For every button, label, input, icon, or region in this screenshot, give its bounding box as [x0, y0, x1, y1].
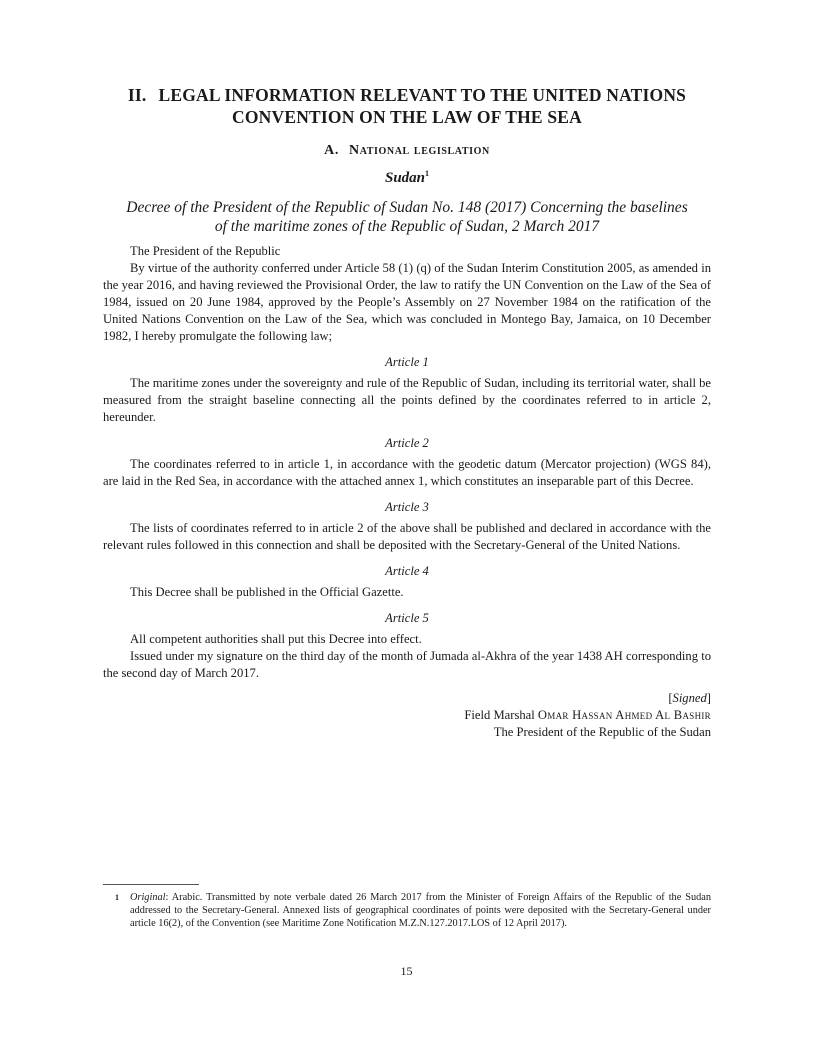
footnote-divider [103, 884, 199, 885]
preamble-line: The President of the Republic [130, 244, 281, 258]
signatory-rank: Field Marshal [464, 708, 535, 722]
footnote-text [130, 891, 711, 931]
footnote-body: : Arabic. Transmitted by note verbale dated 26 March 2017 from the Minister of Foreign Affairs of the Republic of the Sudan addressed to the Secretary-General. Annexed lists of geographical coordinates of points were deposited with the Secretary-General under article 16(2), of the Convention (see Maritime Zone Notification M.Z.N.127.2017.LOS of 12 April 2017). [130, 892, 711, 930]
footnote-reference: 1 [425, 169, 430, 178]
article-heading: Article 3 [385, 500, 429, 514]
section-letter: A. [324, 143, 339, 158]
decree-title: Decree of the President of the Republic of Sudan No. 148 (2017) Concerning the baselines of the maritime zones of the Republic of Sudan, 2 March 2017 [126, 199, 688, 235]
signatory-line [103, 707, 711, 724]
article-text: The coordinates referred to in article 1, in accordance with the geodetic datum (Mercator projection) (WGS 84), are laid in the Red Sea, in accordance with the attached annex 1, which constitutes an inseparable part of this Decree. [103, 457, 711, 488]
page-number: 15 [400, 964, 413, 978]
part-title-text: LEGAL INFORMATION RELEVANT TO THE UNITED NATIONS CONVENTION ON THE LAW OF THE SEA [158, 85, 687, 127]
signed-label: Signed [672, 691, 707, 705]
article-text: This Decree shall be published in the Official Gazette. [130, 585, 404, 599]
article-heading: Article 1 [385, 355, 429, 369]
document-page [103, 84, 711, 741]
article-text: All competent authorities shall put this Decree into effect. [130, 632, 422, 646]
country-heading [103, 168, 711, 188]
signatory-title: The President of the Republic of the Sudan [493, 725, 711, 739]
signatory-name: Omar Hassan Ahmed Al Bashir [537, 708, 711, 722]
country-name: Sudan [384, 170, 426, 186]
article-text: The lists of coordinates referred to in article 2 of the above shall be published and declared in accordance with the relevant rules followed in this connection and shall be deposited with the Secretary-General of the United Nations. [103, 521, 711, 552]
footnote [103, 891, 711, 931]
article-heading: Article 5 [385, 611, 429, 625]
section-title [103, 142, 711, 160]
footnote-label: Original [130, 892, 166, 903]
signature-block [103, 690, 711, 741]
article-text: The maritime zones under the sovereignty and rule of the Republic of Sudan, including its territorial water, shall be measured from the straight baseline connecting all the points defined by the coordinates referred to in article 2, hereunder. [103, 376, 711, 424]
preamble-paragraph: By virtue of the authority conferred under Article 58 (1) (q) of the Sudan Interim Constitution 2005, as amended in the year 2016, and having reviewed the Provisional Order, the law to ratify the UN Convention on the Law of the Sea of 1984, issued on 20 June 1984, approved by the People’s Assembly on 27 November 1984 on the ratification of the United Nations Convention on the Law of the Sea, which was concluded in Montego Bay, Jamaica, on 10 December 1982, I hereby promulgate the following law; [103, 261, 711, 343]
article-heading: Article 4 [385, 564, 429, 578]
footnote-mark: 1 [115, 893, 119, 902]
signed-note: [Signed] [668, 691, 711, 705]
closing-paragraph: Issued under my signature on the third day of the month of Jumada al-Akhra of the year 1438 AH corresponding to the second day of March 2017. [103, 649, 711, 680]
section-title-text: National legislation [348, 143, 490, 158]
part-number: II. [127, 85, 147, 105]
part-title [103, 84, 711, 128]
article-heading: Article 2 [385, 436, 429, 450]
